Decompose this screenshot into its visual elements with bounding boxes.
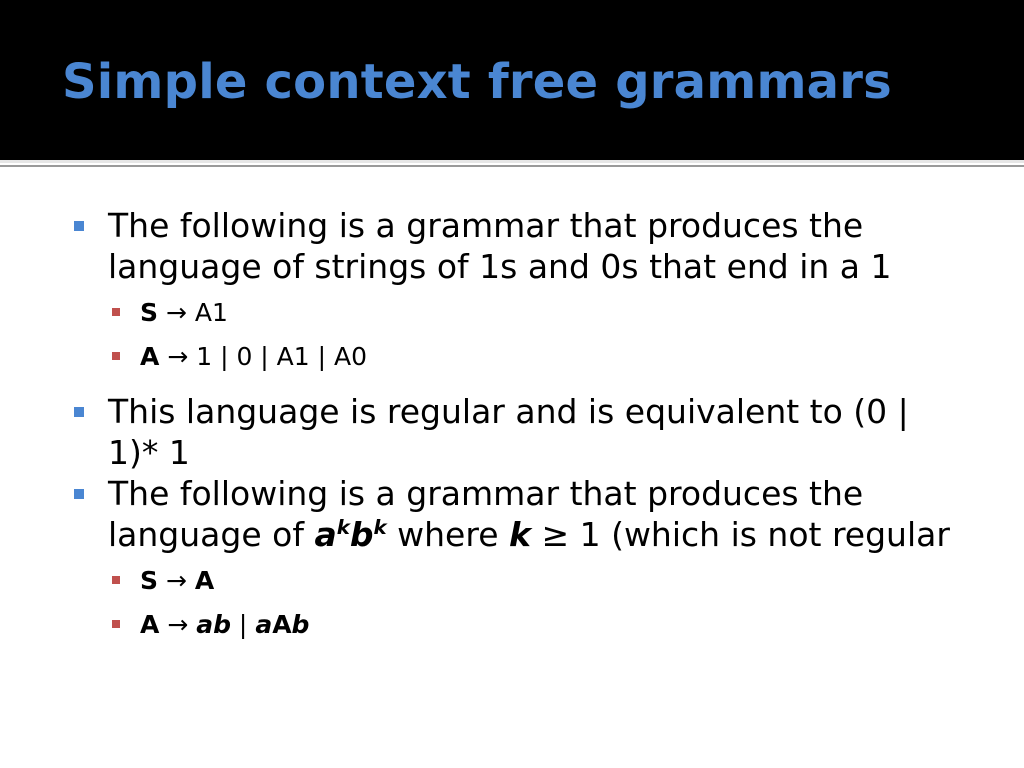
rule-rhs-ab: ab bbox=[196, 610, 231, 639]
sub-item-rule-s bbox=[108, 295, 952, 339]
slide-body bbox=[72, 205, 952, 651]
rule-rhs: 1 | 0 | A1 | A0 bbox=[196, 342, 367, 371]
sub-item-rule-s2 bbox=[108, 563, 952, 607]
title-divider-light bbox=[0, 160, 1024, 163]
square-bullet-icon bbox=[112, 576, 120, 584]
sub-item-rule-a2 bbox=[108, 607, 952, 651]
rule-lhs: A bbox=[140, 342, 160, 371]
symbol-k: k bbox=[509, 515, 531, 554]
square-bullet-icon bbox=[74, 221, 84, 231]
rule-rhs-bar: | bbox=[230, 610, 256, 639]
symbol-a: a bbox=[314, 515, 337, 554]
superscript-k: k bbox=[336, 516, 350, 539]
bullet-text-part: ≥ 1 (which is not regular bbox=[530, 515, 950, 554]
slide-title: Simple context free grammars bbox=[62, 54, 892, 110]
bullet-item-grammar-akbk bbox=[72, 473, 952, 555]
rule-lhs: S bbox=[140, 298, 159, 327]
rule-lhs: A bbox=[140, 610, 160, 639]
arrow-icon: → bbox=[167, 610, 189, 639]
square-bullet-icon bbox=[112, 620, 120, 628]
rule-lhs: S bbox=[140, 566, 159, 595]
symbol-b: b bbox=[349, 515, 374, 554]
square-bullet-icon bbox=[74, 489, 84, 499]
arrow-icon: → bbox=[165, 566, 187, 595]
square-bullet-icon bbox=[112, 352, 120, 360]
rule-rhs: A bbox=[194, 566, 215, 595]
bullet-text: This language is regular and is equivalent to (0 | 1)* 1 bbox=[108, 392, 909, 472]
arrow-icon: → bbox=[165, 298, 187, 327]
rule-rhs-a: a bbox=[255, 610, 273, 639]
rule-rhs-b: b bbox=[291, 610, 310, 639]
bullet-text-part: The following is a grammar that produces the language of bbox=[108, 474, 864, 554]
bullet-text-part: where bbox=[386, 515, 509, 554]
rule-rhs: A1 bbox=[194, 298, 228, 327]
superscript-k: k bbox=[373, 516, 387, 539]
title-bar bbox=[0, 0, 1024, 160]
bullet-item-regular bbox=[72, 391, 952, 473]
rule-rhs-A: A bbox=[272, 610, 292, 639]
bullet-text: The following is a grammar that produces the language of strings of 1s and 0s that end in a 1 bbox=[108, 206, 892, 286]
square-bullet-icon bbox=[74, 407, 84, 417]
bullet-item-grammar-1s-0s bbox=[72, 205, 952, 287]
sub-item-rule-a bbox=[108, 339, 952, 383]
arrow-icon: → bbox=[167, 342, 189, 371]
square-bullet-icon bbox=[112, 308, 120, 316]
title-divider-dark bbox=[0, 165, 1024, 167]
